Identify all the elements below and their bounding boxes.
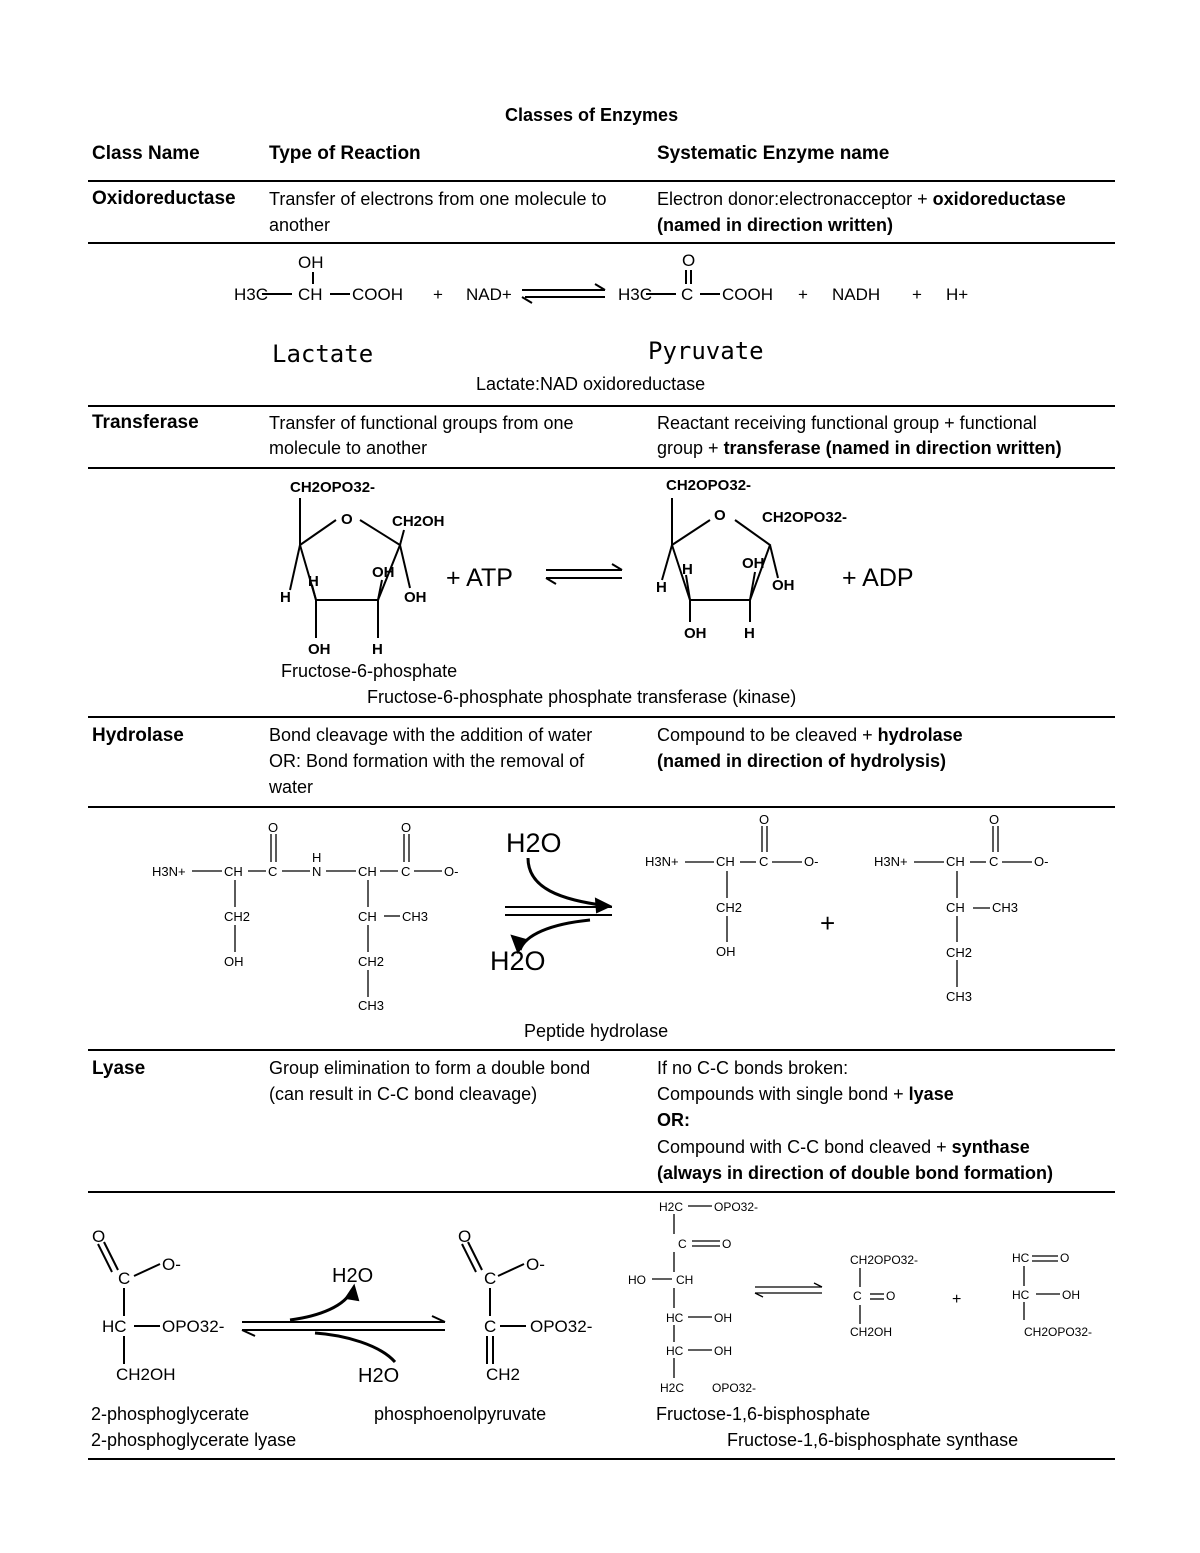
leu-ch3-2: CH3 <box>946 989 973 1004</box>
2-phosphoglycerate-label: 2-phosphoglycerate <box>91 1404 250 1424</box>
leu-c: C <box>989 854 999 869</box>
lyase-h2o-bottom: H2O <box>358 1365 400 1387</box>
fbp-opo3-1: OPO32- <box>714 1200 759 1214</box>
oxido-plus-1: + <box>433 285 443 304</box>
f16-oh-2: OH <box>772 577 795 594</box>
lyase-enzyme-name: 2-phosphoglycerate lyase <box>91 1430 297 1450</box>
pep-h: H <box>312 850 322 865</box>
header-systematic-name: Systematic Enzyme name <box>657 143 890 164</box>
pg2-om: O- <box>162 1255 181 1274</box>
header-class-name: Class Name <box>92 143 200 164</box>
transferase-systematic-line2 <box>657 435 1062 461</box>
leu-ch3-1: CH3 <box>992 900 1019 915</box>
lyase-systematic-text-1: Compounds with single bond + <box>657 1084 909 1104</box>
lyase-systematic-line1: If no C-C bonds broken: <box>657 1058 849 1078</box>
pep-o-1: O <box>268 820 279 835</box>
f6p-ch2oh: CH2OH <box>392 513 445 530</box>
g3p-ch2opo3: CH2OPO32- <box>1024 1325 1093 1339</box>
lyase-reaction-line1: Group elimination to form a double bond <box>269 1058 591 1078</box>
pep-ch-1: CH <box>224 864 243 879</box>
f16-oh-3: OH <box>684 625 707 642</box>
synthase-enzyme-name: Fructose-1,6-bisphosphate synthase <box>727 1430 1019 1450</box>
divider <box>88 1191 1115 1193</box>
pep2-opo3: OPO32- <box>530 1317 593 1336</box>
leu-ch-2: CH <box>946 900 965 915</box>
fbp-c: C <box>678 1237 687 1251</box>
leu-h3n: H3N+ <box>874 854 908 869</box>
dhap-c: C <box>853 1289 862 1303</box>
fructose-6-phosphate-label: Fructose-6-phosphate <box>281 661 458 681</box>
f6p-h-2: H <box>280 589 291 606</box>
transferase-reaction-line1: Transfer of functional groups from one <box>269 413 574 433</box>
oxido-systematic-line2: (named in direction written) <box>657 215 894 235</box>
oxido-oh: OH <box>298 253 324 272</box>
fbp-ch: CH <box>676 1273 694 1287</box>
hydrolase-systematic-bold: hydrolase <box>877 725 963 745</box>
lyase-systematic-text-2: Compound with C-C bond cleaved + <box>657 1137 952 1157</box>
f16-h-1: H <box>682 561 693 578</box>
transferase-systematic-line1: Reactant receiving functional group + functional <box>657 413 1037 433</box>
lyase-systematic-bold-2: synthase <box>951 1137 1030 1157</box>
hydrolysis-plus: + <box>820 908 836 938</box>
g3p-o: O <box>1060 1251 1070 1265</box>
hydrolase-reaction-line3: water <box>269 777 314 797</box>
pg2-c: C <box>118 1269 131 1288</box>
oxido-c: C <box>681 285 694 304</box>
ser-ch2: CH2 <box>716 900 743 915</box>
f6p-ring-o: O <box>341 511 353 528</box>
oxido-cooh-right: COOH <box>722 285 773 304</box>
fbp-oh-2: OH <box>714 1344 732 1358</box>
ser-om: O- <box>804 854 819 869</box>
oxido-reaction-line1: Transfer of electrons from one molecule to <box>269 189 607 209</box>
pg2-ch2oh: CH2OH <box>116 1365 176 1384</box>
transferase-systematic-text: group + <box>657 438 724 458</box>
lyase-systematic-line2 <box>657 1081 954 1107</box>
pep-h3n: H3N+ <box>152 864 186 879</box>
pep-ch3-2: CH3 <box>358 998 385 1013</box>
f16-oh-1: OH <box>742 555 765 572</box>
pep-ch2-1: CH2 <box>224 909 251 924</box>
f16-ch2opo3-left: CH2OPO32- <box>666 477 752 494</box>
dhap-ch2oh: CH2OH <box>850 1325 893 1339</box>
dhap-ch2opo3: CH2OPO32- <box>850 1253 919 1267</box>
ser-c: C <box>759 854 769 869</box>
phosphoenolpyruvate-label: phosphoenolpyruvate <box>374 1404 547 1424</box>
lyase-reaction-line2: (can result in C-C bond cleavage) <box>269 1084 538 1104</box>
f6p-oh-2: OH <box>404 589 427 606</box>
oxido-systematic-bold: oxidoreductase <box>932 189 1066 209</box>
ser-o: O <box>759 812 770 827</box>
f6p-oh-3: OH <box>308 641 331 658</box>
pep-ch-2: CH <box>358 864 377 879</box>
pyruvate-label: Pyruvate <box>648 337 764 365</box>
pep-oh: OH <box>224 954 244 969</box>
lyase-plus: + <box>952 1291 962 1308</box>
fructose-1-6-bisphosphate-label: Fructose-1,6-bisphosphate <box>656 1404 871 1424</box>
pep-ch2-2: CH2 <box>358 954 385 969</box>
f16-h-3: H <box>744 625 755 642</box>
ser-ch: CH <box>716 854 735 869</box>
transferase-reaction-line2: molecule to another <box>269 438 428 458</box>
pep2-ch2: CH2 <box>486 1365 521 1384</box>
oxido-plus-3: + <box>912 285 922 304</box>
fbp-opo3-2: OPO32- <box>712 1381 757 1395</box>
fbp-ho: HO <box>628 1273 646 1287</box>
g3p-hc-2: HC <box>1012 1288 1030 1302</box>
adp-label: + ADP <box>842 564 914 592</box>
fbp-hc-2: HC <box>666 1344 684 1358</box>
fbp-hc-1: HC <box>666 1311 684 1325</box>
h2o-bottom: H2O <box>490 946 546 976</box>
fbp-oh-1: OH <box>714 1311 732 1325</box>
f6p-h-3: H <box>372 641 383 658</box>
lyase-systematic-bold-1: lyase <box>908 1084 954 1104</box>
pep-c-1: C <box>268 864 278 879</box>
class-hydrolase: Hydrolase <box>92 725 184 746</box>
ser-h3n: H3N+ <box>645 854 679 869</box>
leu-ch2: CH2 <box>946 945 973 960</box>
class-transferase: Transferase <box>92 412 199 433</box>
page-title: Classes of Enzymes <box>505 105 679 125</box>
pep-ch-3: CH <box>358 909 377 924</box>
oxido-ch: CH <box>298 285 323 304</box>
pep2-c-1: C <box>484 1269 497 1288</box>
oxido-cooh-left: COOH <box>352 285 403 304</box>
atp-label: + ATP <box>446 564 513 592</box>
h2o-top: H2O <box>506 828 562 858</box>
hydrolase-reaction-line1: Bond cleavage with the addition of water <box>269 725 593 745</box>
lactate-label: Lactate <box>272 340 374 368</box>
divider <box>88 1458 1115 1460</box>
oxido-systematic-text: Electron donor:electronacceptor + <box>657 189 933 209</box>
g3p-oh: OH <box>1062 1288 1080 1302</box>
hydrolase-reaction-line2: OR: Bond formation with the removal of <box>269 751 585 771</box>
f16-ch2opo3-right: CH2OPO32- <box>762 509 848 526</box>
oxido-enzyme-name: Lactate:NAD oxidoreductase <box>476 374 706 394</box>
divider <box>88 467 1115 469</box>
oxido-h3c-right: H3C <box>618 285 653 304</box>
pep2-o-top: O <box>458 1227 472 1246</box>
divider <box>88 716 1115 718</box>
transferase-systematic-bold: transferase (named in direction written) <box>723 438 1062 458</box>
g3p-hc-1: HC <box>1012 1251 1030 1265</box>
fbp-h2c-1: H2C <box>659 1200 684 1214</box>
pep-om: O- <box>444 864 459 879</box>
class-lyase: Lyase <box>92 1058 146 1079</box>
oxido-h3c-left: H3C <box>234 285 269 304</box>
pep2-c-2: C <box>484 1317 497 1336</box>
oxido-nadh: NADH <box>832 285 881 304</box>
pep-o-2: O <box>401 820 412 835</box>
f16-ring-o: O <box>714 507 726 524</box>
oxido-reaction-line2: another <box>269 215 331 235</box>
oxido-o: O <box>682 251 696 270</box>
f6p-oh-1: OH <box>372 564 395 581</box>
hydrolase-enzyme-name: Peptide hydrolase <box>524 1021 669 1041</box>
f6p-ch2opo3: CH2OPO32- <box>290 479 376 496</box>
hydrolase-systematic-text: Compound to be cleaved + <box>657 725 878 745</box>
oxido-hplus: H+ <box>946 285 969 304</box>
fbp-h2c-2: H2C <box>660 1381 685 1395</box>
f16-h-2: H <box>656 579 667 596</box>
pep-c-2: C <box>401 864 411 879</box>
f6p-h-1: H <box>308 573 319 590</box>
fbp-o: O <box>722 1237 732 1251</box>
leu-o: O <box>989 812 1000 827</box>
dhap-o: O <box>886 1289 896 1303</box>
lyase-h2o-top: H2O <box>332 1265 374 1287</box>
class-oxidoreductase: Oxidoreductase <box>92 188 236 209</box>
pg2-hc: HC <box>102 1317 127 1336</box>
pep-n: N <box>312 864 322 879</box>
divider <box>88 806 1115 808</box>
pg2-opo3: OPO32- <box>162 1317 225 1336</box>
transferase-enzyme-name: Fructose-6-phosphate phosphate transferase (kinase) <box>367 687 797 707</box>
ser-oh: OH <box>716 944 736 959</box>
header-reaction-type: Type of Reaction <box>269 143 421 164</box>
oxido-nad: NAD+ <box>466 285 512 304</box>
lyase-systematic-line4 <box>657 1134 1030 1160</box>
leu-om: O- <box>1034 854 1049 869</box>
divider <box>88 1049 1115 1051</box>
lyase-systematic-line5: (always in direction of double bond formation) <box>657 1163 1053 1183</box>
divider <box>88 405 1115 407</box>
pep2-om: O- <box>526 1255 545 1274</box>
hydrolase-systematic-line1 <box>657 722 963 748</box>
leu-ch: CH <box>946 854 965 869</box>
pep-ch3-1: CH3 <box>402 909 429 924</box>
oxido-plus-2: + <box>798 285 808 304</box>
hydrolase-systematic-line2: (named in direction of hydrolysis) <box>657 751 947 771</box>
lyase-systematic-line3: OR: <box>657 1110 690 1130</box>
pg2-o-top: O <box>92 1227 106 1246</box>
